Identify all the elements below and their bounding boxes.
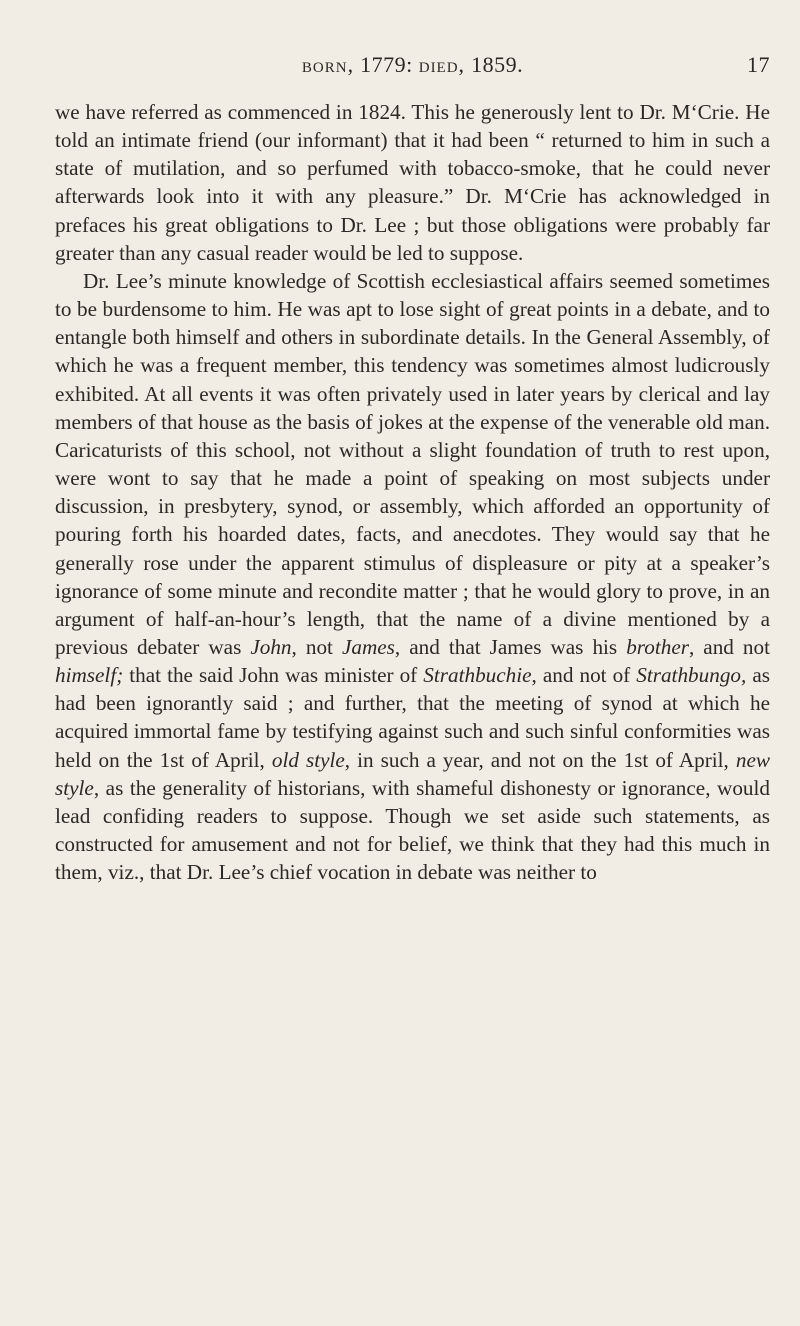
text-run: , and that James was his [394,634,627,659]
born-year: 1779: [360,52,413,77]
italic-run: Strathbungo, [636,663,747,688]
running-head-title [55,52,770,78]
text-run: , as the generality of historians, with shameful dishonesty or ignorance, would lead confiding readers to suppose. Though we set aside such statements, as constructed for amusement and not for belief, we think that they had this much in them, viz., that Dr. Lee’s chief vocation in debate was neither to [55,775,770,885]
page-number: 17 [747,52,770,77]
body-text [55,98,770,886]
paragraph-continued [55,98,770,267]
died-label: died, [418,52,466,77]
text-run: , in such a year, and not on the 1st of April, [344,747,736,772]
italic-run: himself; [55,663,124,688]
text-run: , not [291,634,342,659]
paragraph [55,267,770,886]
italic-run: new style [55,747,771,800]
text-run: that the said John was minister of [123,663,424,688]
text-run: Dr. Lee’s minute knowledge of Scottish ecclesiastical affairs seemed sometimes to be burdensome to him. He was apt to lose sight of great points in a debate, and to entangle both himself and others in subordinate details. In the General Assembly, of which he was a frequent member, this tendency was sometimes almost ludicrously exhibited. At all events it was often privately used in later years by clerical and lay members of that house as the basis of jokes at the expense of the venerable old man. Caricaturists of this school, not without a slight foundation of truth to rest upon, were wont to say that he made a point of speaking on most subjects under discussion, in presbytery, synod, or assembly, which afforded an opportunity of pouring forth his hoarded dates, facts, and anecdotes. They would say that he generally rose under the apparent stimulus of displeasure or pity at a speaker’s ignorance of some minute and recondite matter ; that he would glory to prove, in an argument of half-an-hour’s length, that the name of a divine mentioned by a previous debater was [55,268,770,659]
italic-run: old style [271,747,345,772]
running-head [55,52,770,86]
text-run: as had been ignorantly said ; and further, that the meeting of synod at which he acquired immortal fame by testifying against such and such sinful conformities was held on the 1st of April, [55,663,770,772]
italic-run: brother [626,634,689,659]
born-label: born, [301,52,355,77]
italic-run: James [341,634,395,659]
text-run: we have referred as commenced in 1824. This he generously lent to Dr. M‘Crie. He told an intimate friend (our informant) that it had been “ returned to him in such a state of mutilation, and so perfumed with tobacco-smoke, that he could never afterwards look into it with any pleasure.” Dr. M‘Crie has acknowledged in prefaces his great obligations to Dr. Lee ; but those obligations were probably far greater than any casual reader would be led to suppose. [55,100,770,265]
text-run: , and not of [531,663,637,688]
italic-run: Strathbuchie [423,663,532,688]
italic-run: John [250,634,292,659]
book-page [55,52,770,886]
text-run: , and not [688,634,770,659]
died-year: 1859. [471,52,524,77]
